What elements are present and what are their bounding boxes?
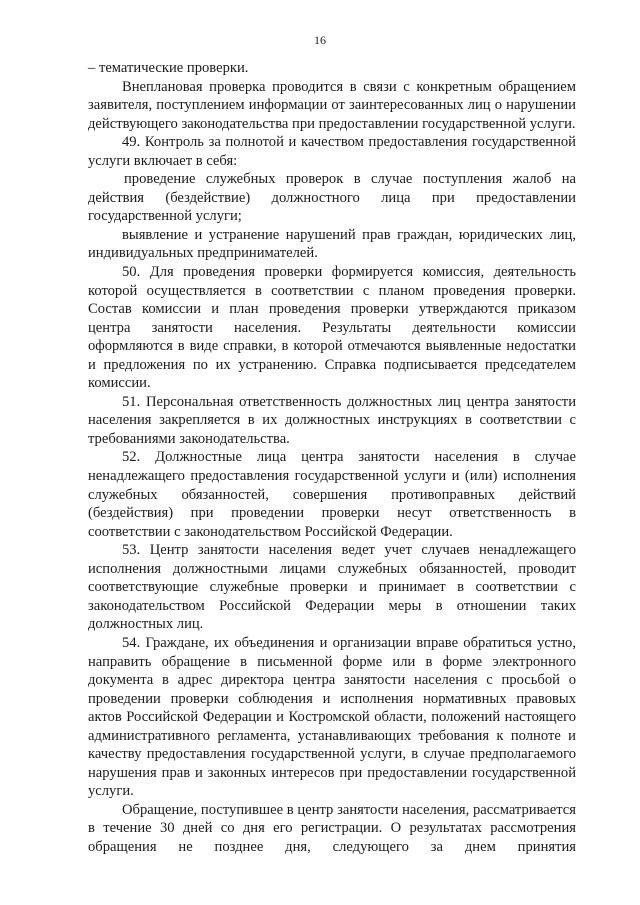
paragraph-52: 52. Должностные лица центра занятости населения в случае ненадлежащего предоставления государственной услуги и (или) исполнения служебных обязанностей, совершения противоправных действий (бездействия) при проведении проверки несут ответственность в соответствии с законодательством Российской Федерации. xyxy=(88,449,576,540)
paragraph-51: 51. Персональная ответственность должностных лиц центра занятости населения закрепляется в их должностных инструкциях в соответствии с требованиями законодательства. xyxy=(88,393,576,447)
paragraph-53: 53. Центр занятости населения ведет учет случаев ненадлежащего исполнения должностными лицами служебных обязанностей, проводит соответствующие служебные проверки и принимает в соответствии с законодательством Российской Федерации меры в отношении таких должностных лиц. xyxy=(88,542,576,633)
paragraph-50: 50. Для проведения проверки формируется комиссия, деятельность которой осуществляется в соответствии с планом проведения проверки. Состав комиссии и план проведения проверки утверждаются приказом центра занятости населения. Результаты деятельности комиссии оформляются в виде справки, в которой отмечаются выявленные недостатки и предложения по их устранению. Справка подписывается председателем комиссии. xyxy=(88,264,576,392)
paragraph-thematic-checks: – тематические проверки. xyxy=(88,60,249,76)
paragraph-49: 49. Контроль за полнотой и качеством предоставления государственной услуги включает в себя: xyxy=(88,134,576,169)
paragraph-54: 54. Граждане, их объединения и организации вправе обратиться устно, направить обращение в письменной форме или в форме электронного документа в адрес директора центра занятости населения с просьбой о проведении проверки соблюдения и исполнения нормативных правовых актов Российской Федерации и Костромской области, положений настоящего административного регламента, устанавливающих требования к полноте и качеству предоставления государственной услуги, в случае предполагаемого нарушения прав и законных интересов при предоставлении государственной услуги. xyxy=(88,634,576,800)
paragraph-appeal-review: Обращение, поступившее в центр занятости населения, рассматривается в течение 30 дней со дня его регистрации. О результатах рассмотрения обращения не позднее дня, следующего за днем принятия xyxy=(88,801,576,855)
page-number: 16 xyxy=(314,33,326,47)
paragraph-unscheduled-check: Внеплановая проверка проводится в связи с конкретным обращением заявителя, поступлением информации от заинтересованных лиц о нарушении действующего законодательства при предоставлении государственной услуги. xyxy=(88,78,576,132)
document-body xyxy=(88,59,576,857)
paragraph-49-item-service-checks: проведение служебных проверок в случае поступления жалоб на действия (бездействие) должностного лица при предоставлении государственной услуги; xyxy=(88,171,576,225)
paragraph-49-item-violations: выявление и устранение нарушений прав граждан, юридических лиц, индивидуальных предпринимателей. xyxy=(88,226,576,262)
